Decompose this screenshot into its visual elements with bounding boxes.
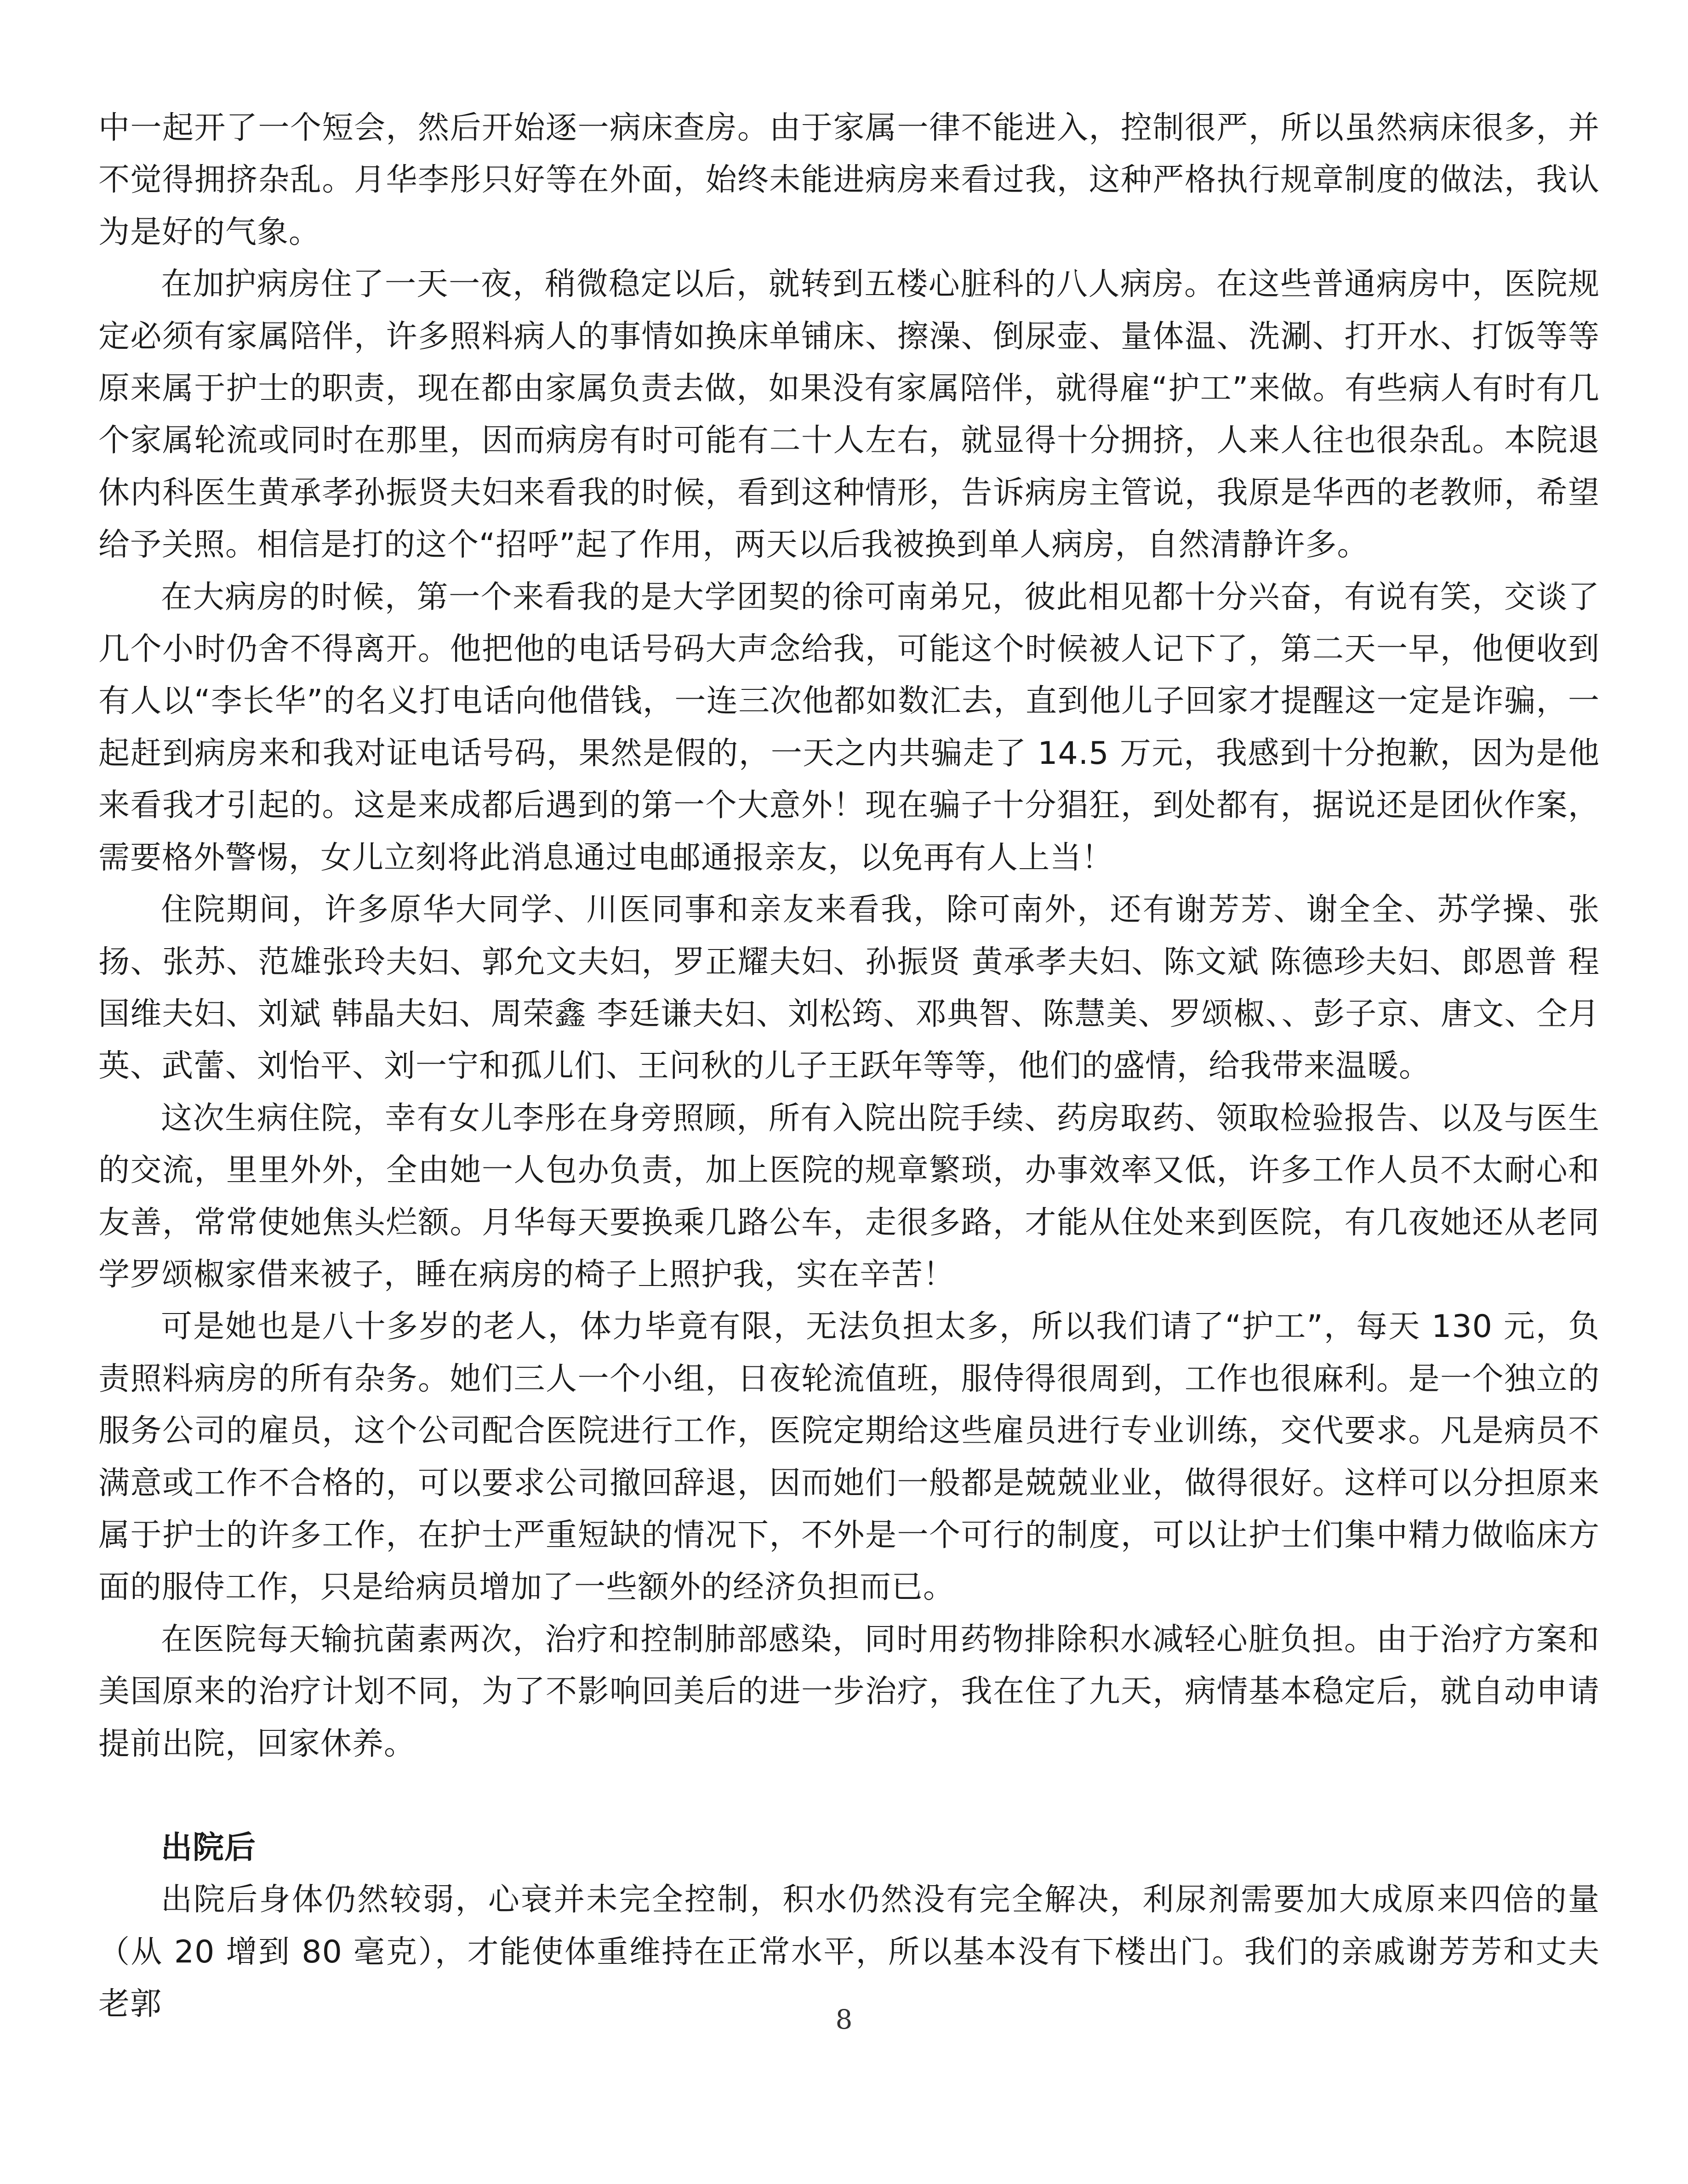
paragraph-phone-scam: 在大病房的时候，第一个来看我的是大学团契的徐可南弟兄，彼此相见都十分兴奋，有说有笑，交谈了几个小时仍舍不得离开。他把他的电话号码大声念给我，可能这个时候被人记下了，第二天一早，他便收到有人以“李长华”的名义打电话向他借钱，一连三次他都如数汇去，直到他儿子回家才提醒这一定是诈骗，一起赶到病房来和我对证电话号码，果然是假的，一天之内共骗走了 14.5 万元，我感到十分抱歉，因为是他来看我才引起的。这是来成都后遇到的第一个大意外！现在骗子十分猖狂，到处都有，据说还是团伙作案，需要格外警惕，女儿立刻将此消息通过电邮通报亲友，以免再有人上当！ [98,579,1600,876]
paragraph-ward-transfer: 在加护病房住了一天一夜，稍微稳定以后，就转到五楼心脏科的八人病房。在这些普通病房中，医院规定必须有家属陪伴，许多照料病人的事情如换床单铺床、擦澡、倒尿壶、量体温、洗涮、打开水、打饭等等原来属于护士的职责，现在都由家属负责去做，如果没有家属陪伴，就得雇“护工”来做。有些病人有时有几个家属轮流或同时在那里，因而病房有时可能有二十人左右，就显得十分拥挤，人来人往也很杂乱。本院退休内科医生黄承孝孙振贤夫妇来看我的时候，看到这种情形，告诉病房主管说，我原是华西的老教师，希望给予关照。相信是打的这个“招呼”起了作用，两天以后我被换到单人病房，自然清静许多。 [98,266,1600,563]
section-spacer [98,1770,1600,1822]
paragraph-continued: 中一起开了一个短会，然后开始逐一病床查房。由于家属一律不能进入，控制很严，所以虽然病床很多，并不觉得拥挤杂乱。月华李彤只好等在外面，始终未能进病房来看过我，这种严格执行规章制度的做法，我认为是好的气象。 [98,110,1600,250]
paragraph-nursing-aides: 可是她也是八十多岁的老人，体力毕竟有限，无法负担太多，所以我们请了“护工”，每天 130 元，负责照料病房的所有杂务。她们三人一个小组，日夜轮流值班，服侍得很周到，工作也很麻利。是一个独立的服务公司的雇员，这个公司配合医院进行工作，医院定期给这些雇员进行专业训练，交代要求。凡是病员不满意或工作不合格的，可以要求公司撤回辞退，因而她们一般都是兢兢业业，做得很好。这样可以分担原来属于护士的许多工作，在护士严重短缺的情况下，不外是一个可行的制度，可以让护士们集中精力做临床方面的服侍工作，只是给病员增加了一些额外的经济负担而已。 [98,1308,1600,1606]
page-number: 8 [835,2004,853,2035]
paragraph-visitors: 住院期间，许多原华大同学、川医同事和亲友来看我，除可南外，还有谢芳芳、谢全全、苏学操、张扬、张苏、范雄张玲夫妇、郭允文夫妇，罗正耀夫妇、孙振贤 黄承孝夫妇、陈文斌 陈德珍夫妇、郎恩普 程国维夫妇、刘斌 韩晶夫妇、周荣鑫 李廷谦夫妇、刘松筠、邓典智、陈慧美、罗颂椒、、彭子京、唐文、仝月英、武蕾、刘怡平、刘一宁和孤儿们、王问秋的儿子王跃年等等，他们的盛情，给我带来温暖。 [98,892,1600,1085]
paragraph-treatment-discharge: 在医院每天输抗菌素两次，治疗和控制肺部感染，同时用药物排除积水减轻心脏负担。由于治疗方案和美国原来的治疗计划不同，为了不影响回美后的进一步治疗，我在住了九天，病情基本稳定后，就自动申请提前出院，回家休养。 [98,1621,1600,1762]
section-heading: 出院后 [161,1830,257,1866]
paragraph-after-discharge: 出院后身体仍然较弱，心衰并未完全控制，积水仍然没有完全解决，利尿剂需要加大成原来四倍的量（从 20 增到 80 毫克），才能使体重维持在正常水平，所以基本没有下楼出门。我们的亲戚谢芳芳和丈夫老郭 [98,1882,1600,2023]
body-text [98,102,1600,2030]
paragraph-daughter-care: 这次生病住院，幸有女儿李彤在身旁照顾，所有入院出院手续、药房取药、领取检验报告、以及与医生的交流，里里外外，全由她一人包办负责，加上医院的规章繁琐，办事效率又低，许多工作人员不太耐心和友善，常常使她焦头烂额。月华每天要换乘几路公车，走很多路，才能从住处来到医院，有几夜她还从老同学罗颂椒家借来被子，睡在病房的椅子上照护我，实在辛苦！ [98,1100,1600,1293]
